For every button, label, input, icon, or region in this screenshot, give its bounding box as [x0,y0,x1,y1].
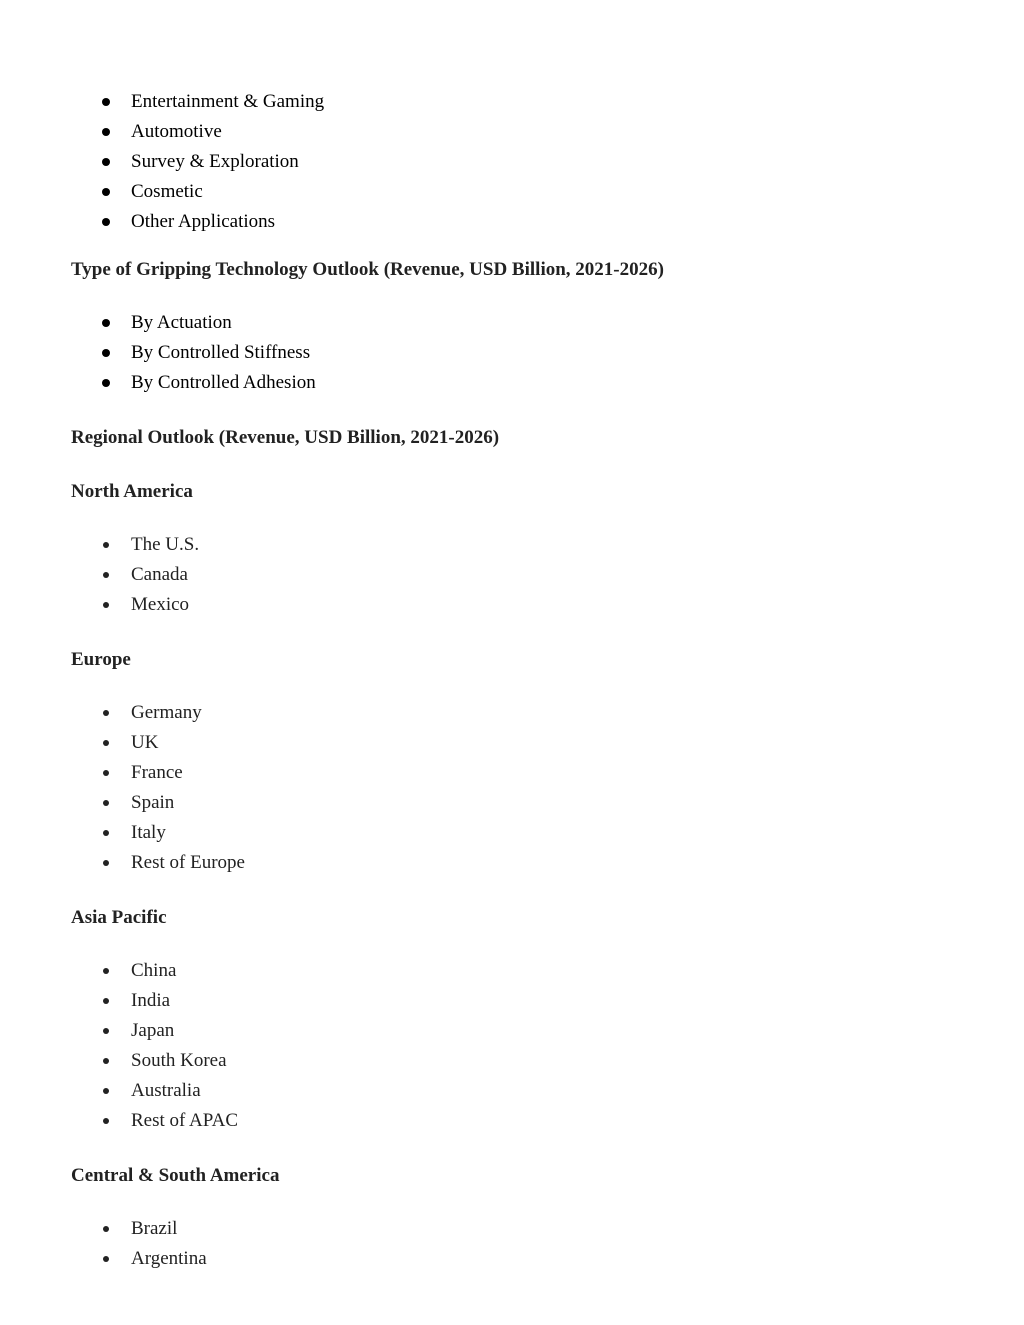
list-item: Cosmetic [0,177,1024,207]
list-item: Argentina [0,1244,1024,1274]
list-item: By Actuation [0,308,1024,338]
application-list [0,87,1024,237]
list-item: France [0,758,1024,788]
gripping-list [0,308,1024,398]
list-item: By Controlled Stiffness [0,338,1024,368]
bullet-icon [103,710,109,716]
central-south-america-list [0,1214,1024,1274]
bullet-icon [103,1028,109,1034]
bullet-icon [103,1256,109,1262]
bullet-icon [102,218,110,226]
bullet-icon [103,800,109,806]
list-item: Germany [0,698,1024,728]
bullet-icon [102,98,110,106]
list-item: Japan [0,1016,1024,1046]
list-item: Canada [0,560,1024,590]
list-item: China [0,956,1024,986]
list-item: South Korea [0,1046,1024,1076]
bullet-icon [103,770,109,776]
bullet-icon [103,830,109,836]
bullet-icon [103,1118,109,1124]
bullet-icon [102,349,110,357]
bullet-icon [103,572,109,578]
europe-heading: Europe [71,649,131,670]
list-item: Survey & Exploration [0,147,1024,177]
bullet-icon [103,968,109,974]
list-item: Rest of APAC [0,1106,1024,1136]
gripping-heading: Type of Gripping Technology Outlook (Revenue, USD Billion, 2021-2026) [71,259,664,280]
north-america-heading: North America [71,481,193,502]
bullet-icon [102,379,110,387]
bullet-icon [103,602,109,608]
bullet-icon [103,740,109,746]
north-america-list [0,530,1024,620]
asia-pacific-heading: Asia Pacific [71,907,167,928]
list-item: Australia [0,1076,1024,1106]
list-item: The U.S. [0,530,1024,560]
bullet-icon [103,1088,109,1094]
list-item: Other Applications [0,207,1024,237]
asia-pacific-list [0,956,1024,1137]
bullet-icon [103,1058,109,1064]
bullet-icon [103,542,109,548]
list-item: Brazil [0,1214,1024,1244]
list-item: Rest of Europe [0,848,1024,878]
europe-list [0,698,1024,879]
list-item: Italy [0,818,1024,848]
bullet-icon [102,158,110,166]
bullet-icon [103,1226,109,1232]
list-item: Entertainment & Gaming [0,87,1024,117]
list-item: Mexico [0,590,1024,620]
list-item: Spain [0,788,1024,818]
list-item: By Controlled Adhesion [0,368,1024,398]
list-item: India [0,986,1024,1016]
bullet-icon [102,188,110,196]
bullet-icon [102,319,110,327]
bullet-icon [103,998,109,1004]
bullet-icon [102,128,110,136]
regional-heading: Regional Outlook (Revenue, USD Billion, 2021-2026) [71,427,500,448]
bullet-icon [103,860,109,866]
list-item: Automotive [0,117,1024,147]
list-item: UK [0,728,1024,758]
central-south-america-heading: Central & South America [71,1165,280,1186]
